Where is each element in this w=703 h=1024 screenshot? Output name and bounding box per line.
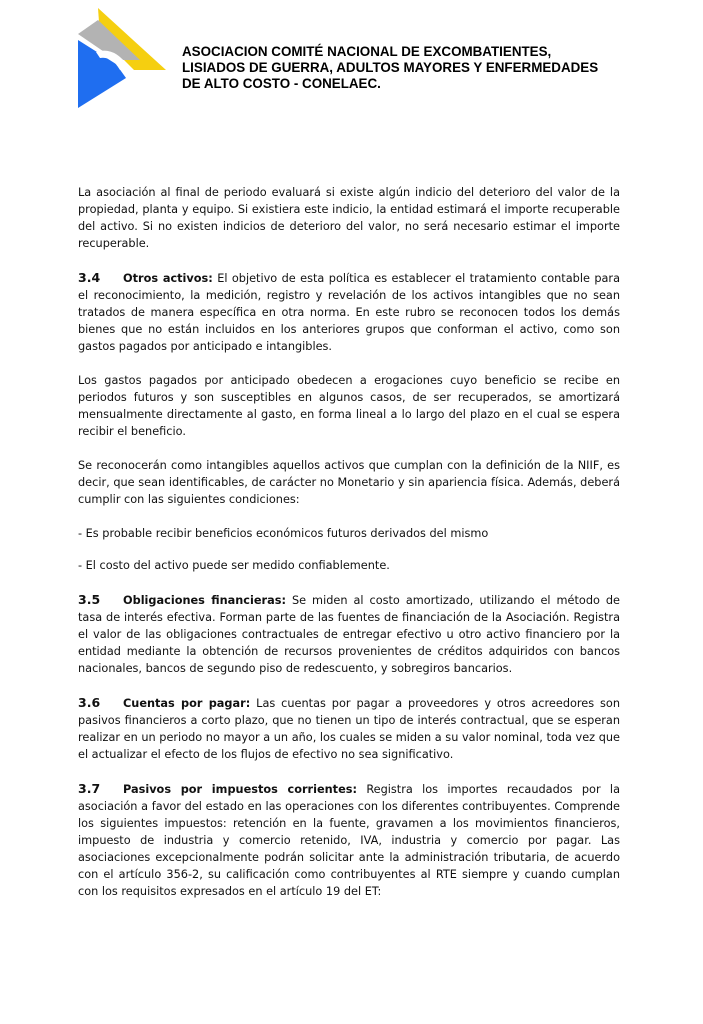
paragraph-intangibles: Se reconocerán como intangibles aquellos activos que cumplan con la definición de la NIIF, es decir, que sean identificables, de carácter no Monetario y sin apariencia física. Además, deberá cumplir con las siguientes condiciones: — [78, 459, 620, 506]
organization-name-line-3: DE ALTO COSTO - CONELAEC. — [182, 76, 381, 91]
section-3-6 — [78, 694, 620, 763]
section-title: Pasivos por impuestos corrientes: — [123, 783, 357, 796]
section-title: Cuentas por pagar: — [123, 697, 251, 710]
section-title: Obligaciones financieras: — [123, 594, 286, 607]
organization-logo — [70, 6, 174, 110]
paragraph-prepaid-expenses: Los gastos pagados por anticipado obedecen a erogaciones cuyo beneficio se recibe en periodos futuros y son susceptibles en algunos casos, de ser recuperados, se amortizará mensualmente directamente al gasto, en forma lineal a lo largo del plazo en el cual se espera recibir el beneficio. — [78, 374, 620, 438]
section-title: Otros activos: — [123, 272, 213, 285]
section-text: Registra los importes recaudados por la asociación a favor del estado en las operaciones con los diferentes contribuyentes. Comprende los siguientes impuestos: retención en la fuente, gravamen a los movimientos financieros, impuesto de industria y comercio retenido, IVA, industria y comercio por pagar. Las asociaciones excepcionalmente podrán solicitar ante la administración tributaria, de acuerdo con el artículo 356-2, su calificación como contribuyentes al RTE siempre y cuando cumplan con los requisitos expresados en el artículo 19 del ET: — [78, 783, 620, 898]
section-number: 3.6 — [78, 695, 101, 710]
document-body — [78, 184, 620, 900]
section-number: 3.5 — [78, 592, 101, 607]
section-3-7 — [78, 780, 620, 900]
paragraph-impairment: La asociación al final de periodo evaluará si existe algún indicio del deterioro del valor de la propiedad, planta y equipo. Si existiera este indicio, la entidad estimará el importe recuperable del activo. Si no existen indicios de deterioro del valor, no será necesario estimar el importe recuperable. — [78, 186, 620, 250]
section-text: Se miden al costo amortizado, utilizando el método de tasa de interés efectiva. Forman parte de las fuentes de financiación de la Asociación. Registra el valor de las obligaciones contractuales de entregar efectivo u otro activo financiero por la entidad mediante la obtención de recursos provenientes de créditos adquiridos con bancos nacionales, bancos de segundo piso de redescuento, y sobregiros bancarios. — [78, 594, 620, 675]
section-text: El objetivo de esta política es establecer el tratamiento contable para el reconocimiento, la medición, registro y revelación de los activos intangibles que no sean tratados de manera específica en otra norma. En este rubro se reconocen todos los demás bienes que no están incluidos en los anteriores grupos que conforman el activo, como son gastos pagados por anticipado e intangibles. — [78, 272, 620, 353]
section-number: 3.4 — [78, 270, 101, 285]
section-text: Las cuentas por pagar a proveedores y otros acreedores son pasivos financieros a corto plazo, que no tienen un tipo de interés contractual, que se esperan realizar en un periodo no mayor a un año, los cuales se miden a su valor nominal, toda vez que el actualizar el efecto de los flujos de efectivo no sea significativo. — [78, 697, 621, 761]
organization-name-line-1: ASOCIACION COMITÉ NACIONAL DE EXCOMBATIENTES, — [182, 44, 552, 59]
list-item: - Es probable recibir beneficios económicos futuros derivados del mismo — [78, 527, 489, 540]
list-item: - El costo del activo puede ser medido confiablemente. — [78, 559, 390, 572]
section-3-5 — [78, 591, 620, 677]
section-3-4 — [78, 269, 620, 355]
section-number: 3.7 — [78, 781, 101, 796]
organization-name-line-2: LISIADOS DE GUERRA, ADULTOS MAYORES Y ENFERMEDADES — [182, 60, 599, 75]
organization-name — [182, 44, 652, 92]
